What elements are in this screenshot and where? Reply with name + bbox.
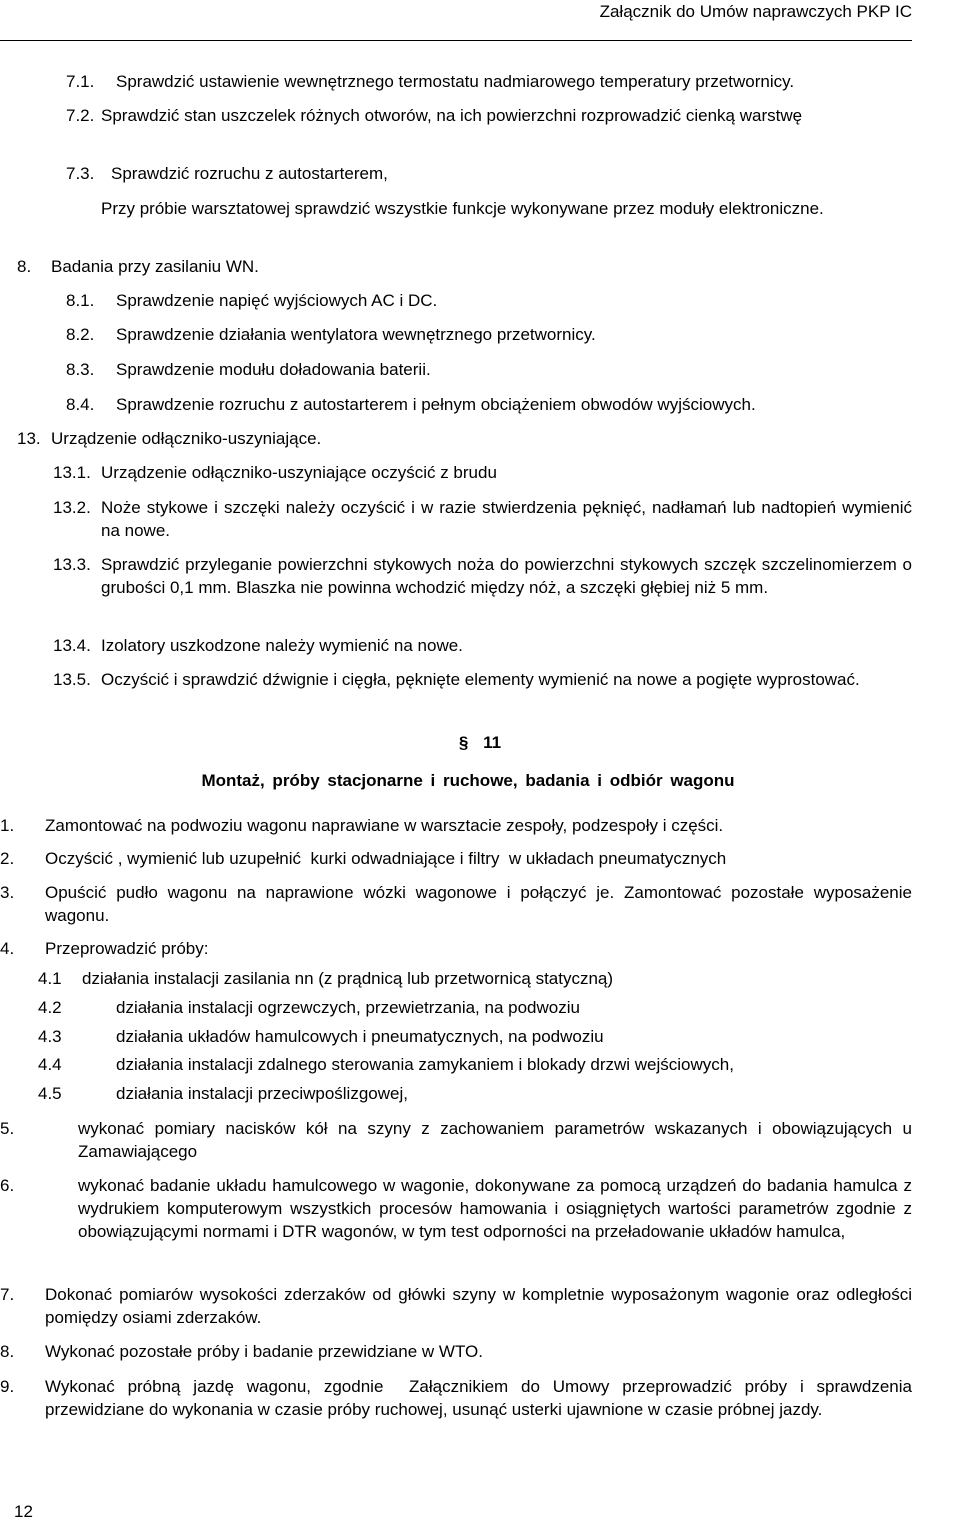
item-text: Sprawdzenie rozruchu z autostarterem i pełnym obciążeniem obwodów wyjściowych. xyxy=(116,395,756,414)
item-text: Izolatory uszkodzone należy wymienić na nowe. xyxy=(101,636,463,655)
item-number: 4.2 xyxy=(38,998,62,1017)
paragraph-workshop-test: Przy próbie warsztatowej sprawdzić wszystkie funkcje wykonywane przez moduły elektroniczne. xyxy=(101,199,824,218)
item-number: 7.2. xyxy=(66,106,95,125)
item-number: 13. xyxy=(17,429,41,448)
item-number: 13.5. xyxy=(53,670,91,689)
list-item-4-5 xyxy=(38,1082,912,1105)
item-text: wykonać pomiary nacisków kół na szyny z zachowaniem parametrów wskazanych i obowiązujących u Zamawiającego xyxy=(78,1119,912,1161)
item-text: Sprawdzenie działania wentylatora wewnętrznego przetwornicy. xyxy=(116,325,596,344)
item-7-1 xyxy=(66,70,912,93)
item-text: Oczyścić , wymienić lub uzupełnić kurki odwadniające i filtry w układach pneumatycznych xyxy=(45,849,727,868)
item-text: Przeprowadzić próby: xyxy=(45,939,209,958)
item-number: 4.3 xyxy=(38,1027,62,1046)
list-item-7 xyxy=(0,1283,912,1329)
list-item-9 xyxy=(0,1375,917,1421)
item-number: 4.4 xyxy=(38,1055,62,1074)
list-item-4 xyxy=(0,937,912,960)
item-text: Sprawdzić przyleganie powierzchni stykowych noża do powierzchni stykowych szczęk szczelinomierzem o grubości 0,1 mm. Blaszka nie powinna wchodzić między nóż, a szczęki głębiej niż 5 mm. xyxy=(101,555,912,597)
item-8-2 xyxy=(66,323,912,346)
list-item-4-4 xyxy=(38,1053,912,1076)
item-text: Oczyścić i sprawdzić dźwignie i cięgła, pęknięte elementy wymienić na nowe a pogięte wyprostować. xyxy=(101,670,860,689)
item-13 xyxy=(17,427,912,450)
item-13-3 xyxy=(53,553,912,599)
item-13-1 xyxy=(53,461,912,484)
item-text: Opuścić pudło wagonu na naprawione wózki wagonowe i połączyć je. Zamontować pozostałe wyposażenie wagonu. xyxy=(45,883,912,925)
item-number: 7.1. xyxy=(66,72,95,91)
list-item-1 xyxy=(0,814,912,837)
item-8-3 xyxy=(66,358,912,381)
item-number: 13.2. xyxy=(53,498,91,517)
item-7-3 xyxy=(66,162,912,185)
item-number: 7.3. xyxy=(66,164,95,183)
item-number: 7. xyxy=(0,1285,15,1304)
item-number: 8. xyxy=(0,1342,15,1361)
item-text: Wykonać próbną jazdę wagonu, zgodnie Załącznikiem do Umowy przeprowadzić próby i sprawdzenia przewidziane do wykonania w czasie próby ruchowej, usunąć usterki ujawnione w czasie próbnej jazdy. xyxy=(45,1377,917,1419)
section-number-value: 11 xyxy=(483,733,502,752)
item-text: działania układów hamulcowych i pneumatycznych, na podwoziu xyxy=(116,1027,604,1046)
item-text: wykonać badanie układu hamulcowego w wagonie, dokonywane za pomocą urządzeń do badania hamulca z wydrukiem komputerowym wszystkich procesów hamowania i osiągniętych wartości parametrów zgodnie z obowiązującymi normami i DTR wagonów, w tym test odporności na przeładowanie układów hamulca, xyxy=(78,1176,912,1241)
item-13-4 xyxy=(53,634,912,657)
list-item-5 xyxy=(0,1117,912,1163)
item-8 xyxy=(17,255,912,278)
item-number: 6. xyxy=(0,1176,15,1195)
item-number: 13.1. xyxy=(53,463,91,482)
page-number: 12 xyxy=(14,1502,33,1521)
item-text: działania instalacji zasilania nn (z prądnicą lub przetwornicą statyczną) xyxy=(82,969,614,988)
item-text: Wykonać pozostałe próby i badanie przewidziane w WTO. xyxy=(45,1342,483,1361)
item-number: 4.5 xyxy=(38,1084,62,1103)
item-13-2 xyxy=(53,496,912,542)
list-item-6 xyxy=(0,1174,912,1243)
item-8-4 xyxy=(66,393,926,416)
item-text: Sprawdzenie napięć wyjściowych AC i DC. xyxy=(116,291,438,310)
item-text: Sprawdzenie modułu doładowania baterii. xyxy=(116,360,431,379)
section-title: Montaż, próby stacjonarne i ruchowe, badania i odbiór wagonu xyxy=(201,771,735,790)
item-number: 8. xyxy=(17,257,32,276)
item-text: Dokonać pomiarów wysokości zderzaków od główki szyny w kompletnie wyposażonym wagonie oraz odległości pomiędzy osiami zderzaków. xyxy=(45,1285,912,1327)
item-number: 1. xyxy=(0,816,15,835)
item-number: 8.3. xyxy=(66,360,95,379)
item-text: działania instalacji ogrzewczych, przewietrzania, na podwoziu xyxy=(116,998,580,1017)
list-item-2 xyxy=(0,847,912,870)
item-number: 8.2. xyxy=(66,325,95,344)
item-7-2 xyxy=(66,104,912,127)
item-number: 2. xyxy=(0,849,15,868)
item-number: 13.3. xyxy=(53,555,91,574)
list-item-3 xyxy=(0,881,912,927)
section-mark: § xyxy=(458,733,469,752)
list-item-4-1 xyxy=(38,967,912,990)
item-text: Sprawdzić ustawienie wewnętrznego termostatu nadmiarowego temperatury przetwornicy. xyxy=(116,72,795,91)
item-number: 4. xyxy=(0,939,15,958)
item-8-1 xyxy=(66,289,912,312)
section-number xyxy=(0,731,960,754)
item-text: Noże stykowe i szczęki należy oczyścić i w razie stwierdzenia pęknięć, nadłamań lub nadtopień wymienić na nowe. xyxy=(101,498,912,540)
item-number: 13.4. xyxy=(53,636,91,655)
item-number: 8.4. xyxy=(66,395,95,414)
item-number: 9. xyxy=(0,1377,15,1396)
item-text: Urządzenie odłączniko-uszyniające. xyxy=(51,429,322,448)
item-text: Zamontować na podwoziu wagonu naprawiane w warsztacie zespoły, podzespoły i części. xyxy=(45,816,724,835)
item-text: działania instalacji zdalnego sterowania zamykaniem i blokady drzwi wejściowych, xyxy=(116,1055,734,1074)
item-text: Sprawdzić stan uszczelek różnych otworów, na ich powierzchni rozprowadzić cienką warstwę xyxy=(101,106,803,125)
item-text: Badania przy zasilaniu WN. xyxy=(51,257,259,276)
page-header xyxy=(0,0,912,41)
item-number: 4.1 xyxy=(38,969,62,988)
list-item-4-2 xyxy=(38,996,912,1019)
header-title: Załącznik do Umów naprawczych PKP IC xyxy=(599,2,912,21)
item-number: 5. xyxy=(0,1119,15,1138)
item-text: Sprawdzić rozruchu z autostarterem, xyxy=(111,164,388,183)
item-number: 8.1. xyxy=(66,291,95,310)
item-number: 3. xyxy=(0,883,15,902)
list-item-4-3 xyxy=(38,1025,912,1048)
item-text: działania instalacji przeciwpoślizgowej, xyxy=(116,1084,408,1103)
item-text: Urządzenie odłączniko-uszyniające oczyścić z brudu xyxy=(101,463,497,482)
list-item-8 xyxy=(0,1340,912,1363)
item-13-5 xyxy=(53,668,912,691)
